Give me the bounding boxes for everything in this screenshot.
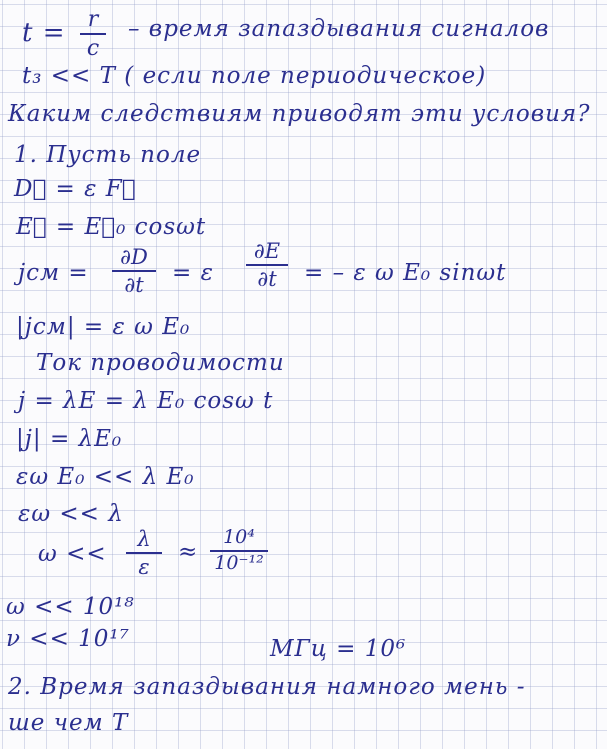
line-1-left: t =	[22, 18, 66, 48]
fraction-numerator: 10⁴	[223, 526, 255, 548]
fraction-denominator: ε	[138, 555, 150, 580]
fraction-lambda-eps	[126, 528, 162, 578]
line-14-mid: ≈	[178, 539, 199, 565]
fraction-numerator: ∂D	[120, 245, 148, 269]
fraction-bar	[112, 270, 156, 272]
fraction-denominator: ∂t	[257, 267, 277, 292]
fraction-powers	[210, 528, 268, 574]
line-7-left: jсм =	[18, 260, 89, 286]
fraction-denominator: ∂t	[124, 273, 144, 298]
fraction-numerator: ∂E	[253, 239, 281, 263]
fraction-numerator: λ	[137, 527, 151, 551]
line-18: ше чем T	[8, 710, 129, 736]
line-7-right: = – ε ω E₀ sinωt	[304, 260, 507, 286]
line-11: |j| = λE₀	[16, 426, 123, 452]
line-7-mid: = ε	[172, 260, 214, 286]
line-9: Ток проводимости	[36, 350, 285, 376]
fraction-bar	[246, 264, 288, 266]
fraction-r-over-c	[80, 8, 106, 60]
line-15: ω << 10¹⁸	[6, 594, 135, 620]
fraction-numerator: r	[87, 7, 99, 32]
fraction-dD-dt	[112, 246, 156, 296]
line-14-left: ω <<	[38, 541, 107, 567]
fraction-bar	[126, 552, 162, 554]
line-4: 1. Пусть поле	[14, 142, 202, 168]
line-16: ν << 10¹⁷	[6, 626, 130, 652]
line-2: t₃ << T ( если поле периодическое)	[22, 63, 487, 89]
line-12: εω E₀ << λ E₀	[16, 464, 195, 490]
fraction-denominator: c	[86, 36, 100, 62]
fraction-denominator: 10⁻¹²	[214, 551, 264, 574]
line-17: 2. Время запаздывания намного мень -	[8, 674, 526, 700]
line-8: |jсм| = ε ω E₀	[16, 314, 191, 340]
line-1-right: – время запаздывания сигналов	[128, 16, 550, 42]
line-5: D⃗ = ε F⃗	[14, 176, 137, 202]
fraction-dE-dt	[246, 240, 288, 290]
line-16-right: МГц = 10⁶	[270, 636, 407, 662]
line-6: E⃗ = E⃗₀ cosωt	[16, 214, 207, 240]
line-13: εω << λ	[18, 501, 124, 527]
fraction-bar	[80, 33, 106, 35]
line-10: j = λE = λ E₀ cosω t	[18, 388, 274, 414]
line-3: Каким следствиям приводят эти условия?	[8, 101, 591, 127]
